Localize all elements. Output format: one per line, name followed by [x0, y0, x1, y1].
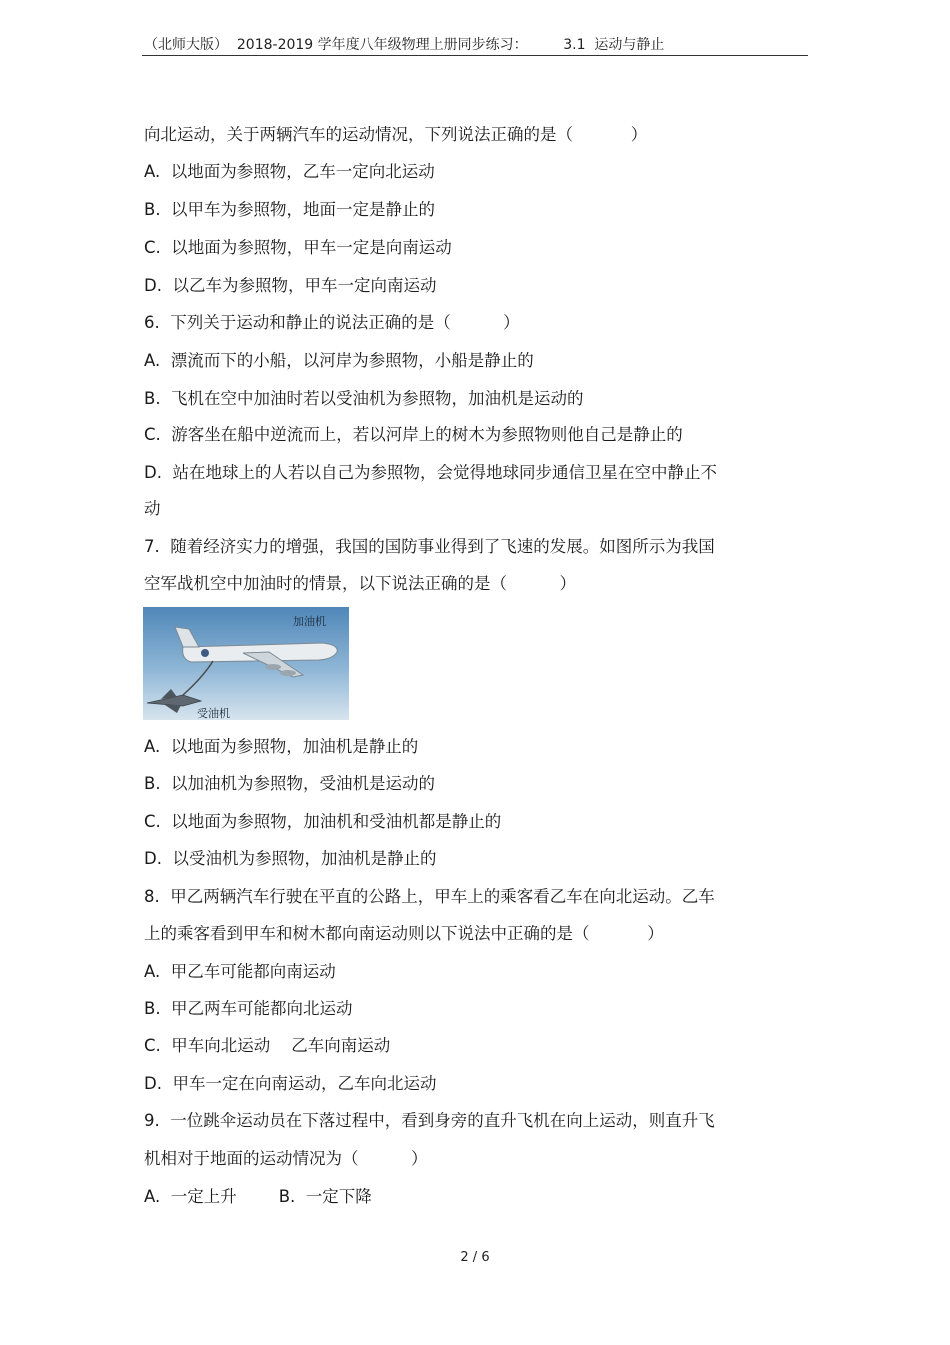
page-number: 2 / 6	[460, 1250, 490, 1265]
refueling-figure	[143, 607, 349, 720]
page-header: （北师大版） 2018-2019 学年度八年级物理上册同步练习： 3.1 运动与静止	[144, 37, 665, 53]
text-line: C. 以地面为参照物，甲车一定是向南运动	[144, 238, 452, 257]
question-9: 9. 一位跳伞运动员在下落过程中，看到身旁的直升飞机在向上运动，则直升飞	[144, 1111, 715, 1130]
tanker-label: 加油机	[293, 615, 326, 628]
text-line: B. 甲乙两车可能都向北运动	[144, 999, 353, 1018]
text-line: C. 以地面为参照物，加油机和受油机都是静止的	[144, 812, 502, 831]
text-line: A. 一定上升 B. 一定下降	[144, 1187, 372, 1206]
text-line: 上的乘客看到甲车和树木都向南运动则以下说法中正确的是（ ）	[144, 924, 664, 943]
text-line: D. 站在地球上的人若以自己为参照物，会觉得地球同步通信卫星在空中静止不	[144, 463, 717, 482]
receiver-label: 受油机	[197, 707, 230, 720]
text-line: C. 甲车向北运动 乙车向南运动	[144, 1036, 391, 1055]
text-line: A. 甲乙车可能都向南运动	[144, 962, 336, 981]
text-line: A. 以地面为参照物，加油机是静止的	[144, 737, 419, 756]
text-line: B. 飞机在空中加油时若以受油机为参照物，加油机是运动的	[144, 389, 584, 408]
text-line: 空军战机空中加油时的情景，以下说法正确的是（ ）	[144, 574, 576, 593]
header-rule	[142, 55, 808, 56]
refueling-planes-image	[143, 607, 349, 720]
question-8: 8. 甲乙两辆汽车行驶在平直的公路上，甲车上的乘客看乙车在向北运动。乙车	[144, 887, 715, 906]
question-7: 7. 随着经济实力的增强，我国的国防事业得到了飞速的发展。如图所示为我国	[144, 537, 715, 556]
text-line: B. 以甲车为参照物，地面一定是静止的	[144, 200, 436, 219]
text-line: A. 漂流而下的小船，以河岸为参照物，小船是静止的	[144, 351, 534, 370]
text-line: D. 以乙车为参照物，甲车一定向南运动	[144, 276, 437, 295]
text-line: D. 甲车一定在向南运动，乙车向北运动	[144, 1074, 437, 1093]
text-line: B. 以加油机为参照物，受油机是运动的	[144, 774, 436, 793]
question-6: 6. 下列关于运动和静止的说法正确的是（ ）	[144, 313, 520, 332]
text-line: 动	[144, 499, 161, 518]
text-line: D. 以受油机为参照物，加油机是静止的	[144, 849, 437, 868]
text-line: A. 以地面为参照物，乙车一定向北运动	[144, 162, 435, 181]
text-line: 机相对于地面的运动情况为（ ）	[144, 1149, 428, 1168]
text-line: C. 游客坐在船中逆流而上，若以河岸上的树木为参照物则他自己是静止的	[144, 425, 683, 444]
text-line: 向北运动，关于两辆汽车的运动情况，下列说法正确的是（ ）	[144, 125, 648, 144]
